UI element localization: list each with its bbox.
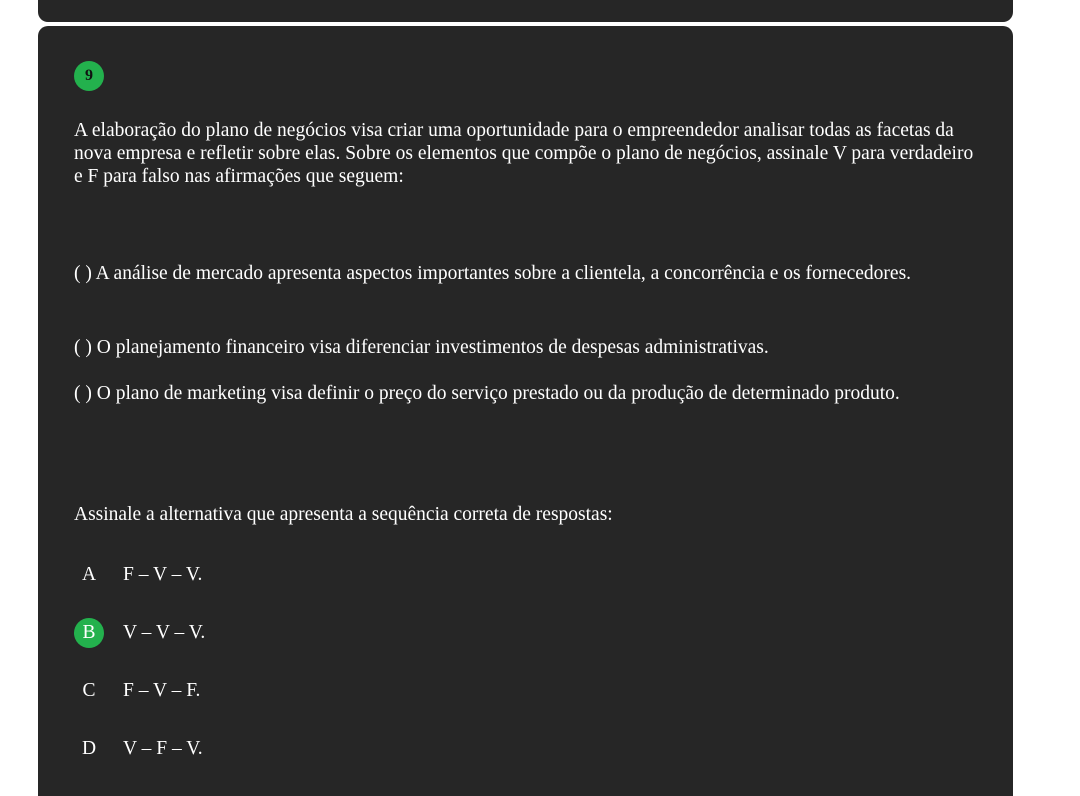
option-text: F – V – F. xyxy=(123,680,201,701)
option-text: F – V – V. xyxy=(123,564,203,585)
previous-question-card xyxy=(38,0,1013,22)
affirmation-2: ( ) O planejamento financeiro visa diferenciar investimentos de despesas administrativas. xyxy=(74,337,769,358)
option-a[interactable] xyxy=(74,560,202,590)
answer-prompt: Assinale a alternativa que apresenta a sequência correta de respostas: xyxy=(74,504,613,525)
affirmation-3: ( ) O plano de marketing visa definir o preço do serviço prestado ou da produção de determinado produto. xyxy=(74,383,900,404)
option-text: V – V – V. xyxy=(123,622,206,643)
question-number-badge: 9 xyxy=(74,61,104,91)
option-d[interactable] xyxy=(74,734,203,764)
option-b[interactable] xyxy=(74,618,205,648)
question-card xyxy=(38,26,1013,796)
affirmation-1: ( ) A análise de mercado apresenta aspectos importantes sobre a clientela, a concorrência e os fornecedores. xyxy=(74,263,912,284)
option-c[interactable] xyxy=(74,676,200,706)
option-letter: A xyxy=(81,564,97,585)
option-letter-selected: B xyxy=(74,618,104,648)
option-letter: D xyxy=(81,738,97,759)
option-text: V – F – V. xyxy=(123,738,203,759)
question-statement: A elaboração do plano de negócios visa criar uma oportunidade para o empreendedor analisar todas as facetas da nova empresa e refletir sobre elas. Sobre os elementos que compõe o plano de negócios, assinale V para verdadeiro e F para falso nas afirmações que seguem: xyxy=(74,120,974,187)
option-letter: C xyxy=(82,680,96,701)
